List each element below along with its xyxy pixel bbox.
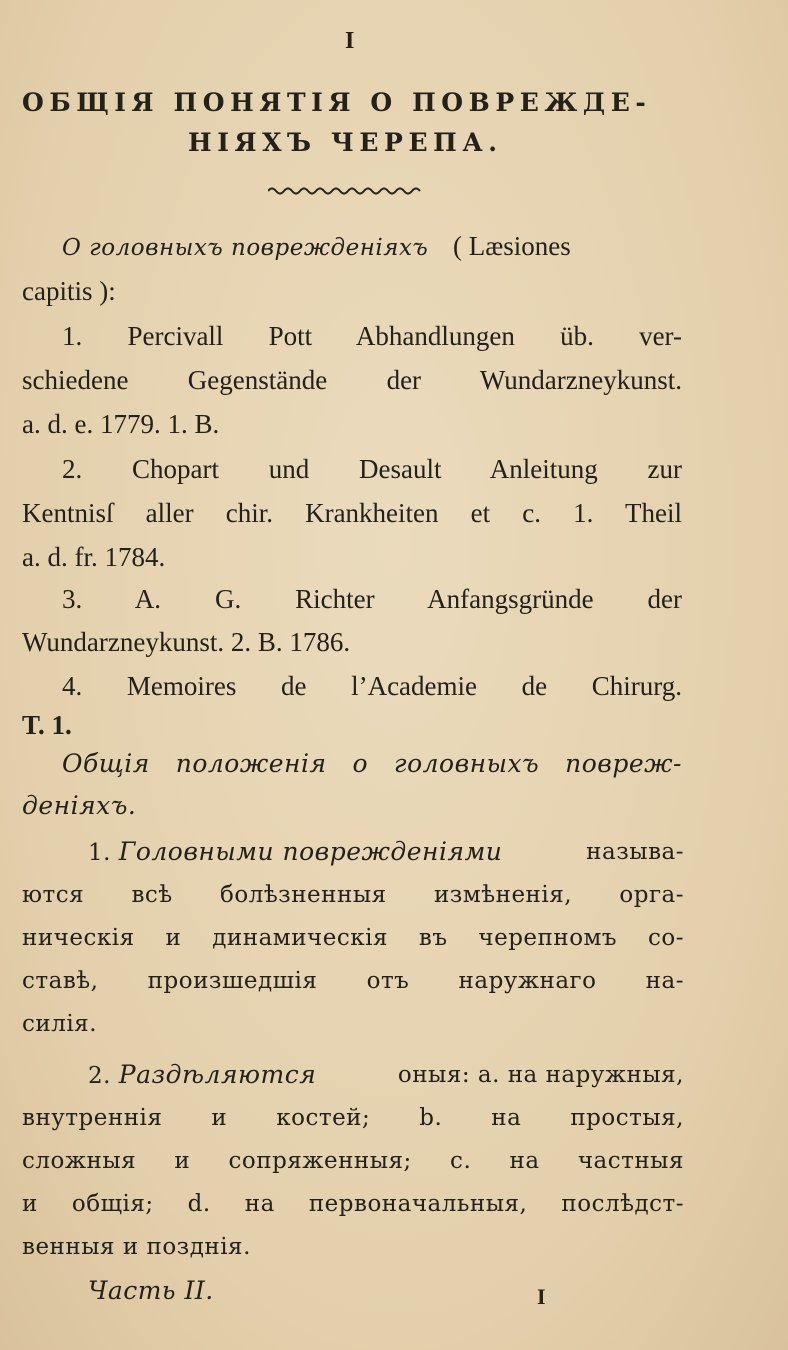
section-subheading-line-2: деніяхъ.: [22, 791, 137, 820]
reference-3-line-1: 3. A. G. Richter Anfangsgründe der: [62, 584, 682, 614]
paragraph-1-line-5: силія.: [22, 1011, 97, 1037]
paragraph-1-line-3: ническія и динамическія въ черепномъ со-: [22, 925, 684, 951]
paragraph-2-line-1: [88, 1057, 684, 1094]
paragraph-1-term: Головными поврежденіями: [118, 837, 503, 866]
section-subheading-line-1: Общія положенія о головныхъ повреж-: [62, 749, 682, 778]
intro-latin: ( Læsiones: [453, 231, 571, 261]
reference-1-line-3: a. d. e. 1779. 1. B.: [22, 409, 220, 439]
paragraph-1-number: 1.: [88, 840, 111, 866]
paragraph-2-line-3: сложныя и сопряженныя; с. на частныя: [22, 1148, 684, 1174]
paragraph-2-rest: оныя: а. на наружныя,: [397, 1062, 684, 1088]
paragraph-1-rest: называ-: [586, 839, 684, 865]
chapter-title-line2: НІЯХЪ ЧЕРЕПА.: [188, 128, 503, 157]
reference-4-line-2: T. 1.: [22, 710, 72, 740]
reference-3-line-2: Wundarzneykunst. 2. B. 1786.: [22, 627, 351, 657]
paragraph-2-line-5: венныя и позднія.: [22, 1234, 251, 1260]
paragraph-1-line-4: ставѣ, произшедшія отъ наружнаго на-: [22, 968, 684, 994]
reference-1-line-1: 1. Percivall Pott Abhandlungen üb. ver-: [62, 321, 682, 351]
paragraph-2-line-2: внутреннія и костей; b. на простыя,: [22, 1105, 684, 1131]
page-number: I: [345, 28, 355, 54]
paragraph-2-number: 2.: [88, 1063, 111, 1089]
paragraph-2-line-4: и общія; d. на первоначальныя, послѣдст-: [22, 1191, 684, 1217]
reference-2-line-2: Kentnisſ aller chir. Krankheiten et c. 1. Theil: [22, 498, 682, 528]
reference-2-line-3: a. d. fr. 1784.: [22, 542, 166, 572]
paragraph-2-term: Раздѣляются: [118, 1060, 317, 1089]
reference-4-line-1: 4. Memoires de l’Academie de Chirurg.: [62, 671, 682, 701]
signature-mark: I: [537, 1284, 546, 1309]
reference-1-line-2: schiedene Gegenstände der Wundarzneykunst.: [22, 365, 682, 395]
intro-line-2: capitis ):: [22, 276, 116, 306]
part-label: Часть II.: [88, 1276, 214, 1305]
intro-italic: О головныхъ поврежденіяхъ: [62, 235, 429, 261]
decorative-wavy-rule: [268, 185, 423, 197]
paragraph-1-line-2: ются всѣ болѣзненныя измѣненія, орга-: [22, 882, 684, 908]
intro-line: [62, 228, 682, 266]
reference-2-line-1: 2. Chopart und Desault Anleitung zur: [62, 454, 682, 484]
chapter-title-line1: ОБЩІЯ ПОНЯТІЯ О ПОВРЕЖДЕ-: [22, 88, 652, 117]
paragraph-1-line-1: [88, 834, 684, 871]
